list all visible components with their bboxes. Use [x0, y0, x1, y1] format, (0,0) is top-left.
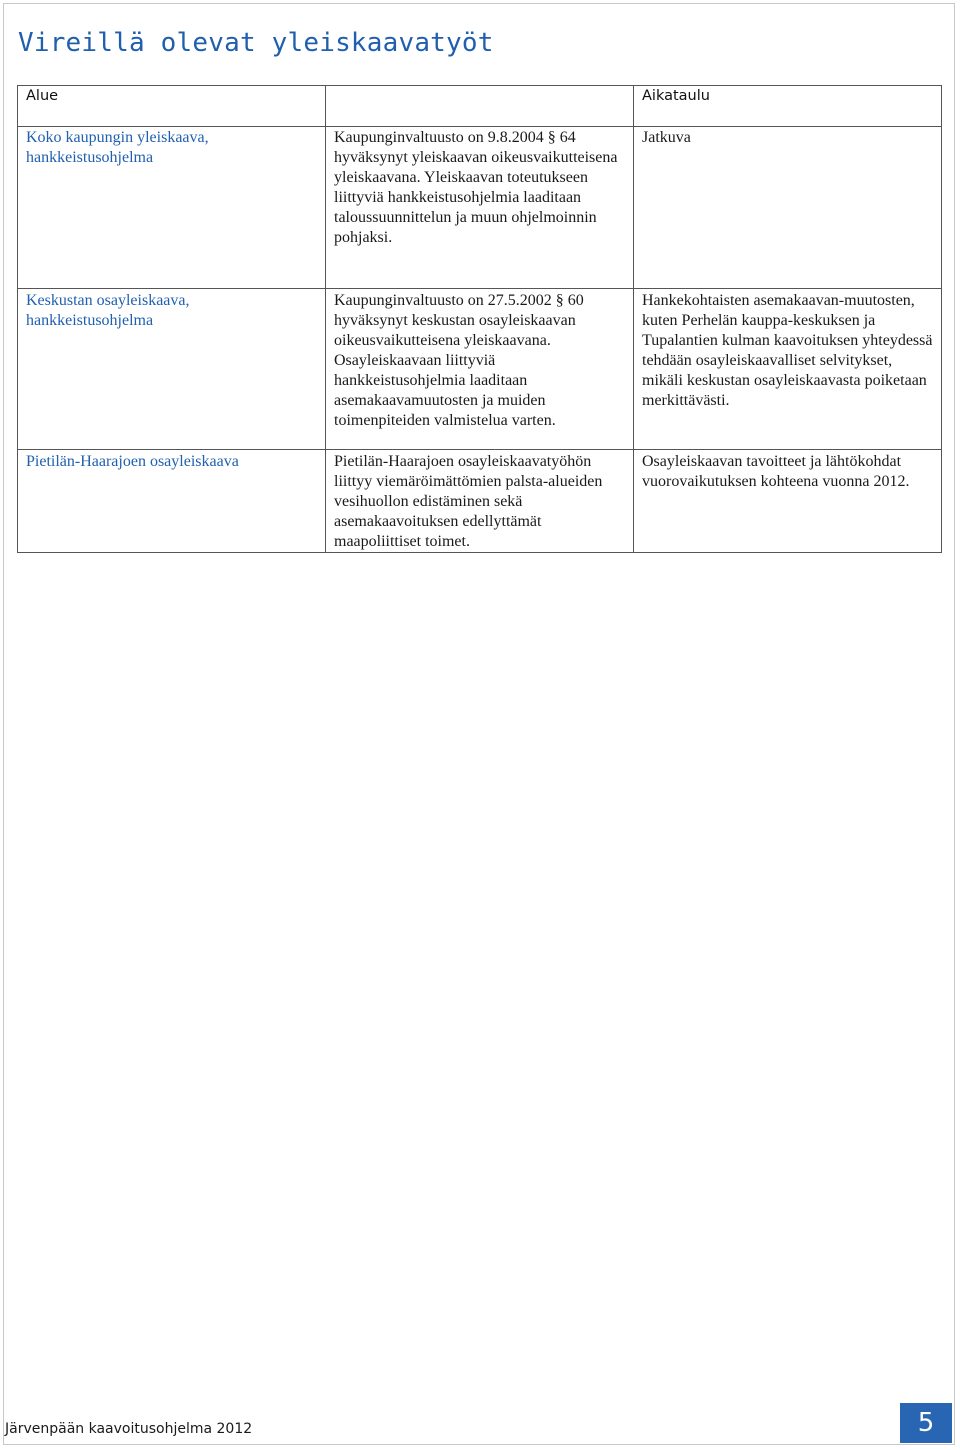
footer-publication-title: Järvenpään kaavoitusohjelma 2012	[5, 1421, 253, 1437]
row-description: Kaupunginvaltuusto on 27.5.2002 § 60 hyväksynyt keskustan osayleiskaavan oikeusvaikutteisena yleiskaavana. Osayleiskaavaan liittyviä hankkeistusohjelmia laaditaan asemakaavamuutosten ja muiden toimenpiteiden valmistelua varten.	[326, 289, 634, 450]
header-schedule: Aikataulu	[634, 86, 942, 127]
row-description: Pietilän-Haarajoen osayleiskaavatyöhön liittyy viemäröimättömien palsta-alueiden vesihuollon edistäminen sekä asemakaavoituksen edellyttämät maapoliittiset toimet.	[326, 450, 634, 553]
row-schedule: Osayleiskaavan tavoitteet ja lähtökohdat vuorovaikutuksen kohteena vuonna 2012.	[634, 450, 942, 553]
row-schedule: Hankekohtaisten asemakaavan-muutosten, kuten Perhelän kauppa-keskuksen ja Tupalantien kulman kaavoituksen yhteydessä tehdään osayleiskaavalliset selvitykset, mikäli keskustan osayleiskaavasta poiketaan merkittävästi.	[634, 289, 942, 450]
table-row	[18, 450, 942, 553]
row-area: Keskustan osayleiskaava, hankkeistusohjelma	[18, 289, 326, 450]
page-number-badge: 5	[900, 1403, 952, 1443]
header-area: Alue	[18, 86, 326, 127]
row-area: Koko kaupungin yleiskaava, hankkeistusohjelma	[18, 127, 326, 289]
table-row	[18, 289, 942, 450]
plan-table	[17, 85, 942, 553]
row-area: Pietilän-Haarajoen osayleiskaava	[18, 450, 326, 553]
table-row	[18, 127, 942, 289]
row-description: Kaupunginvaltuusto on 9.8.2004 § 64 hyväksynyt yleiskaavan oikeusvaikutteisena yleiskaavana. Yleiskaavan toteutukseen liittyviä hankkeistusohjelmia laaditaan taloussuunnittelun ja muun ohjelmoinnin pohjaksi.	[326, 127, 634, 289]
table-header-row	[18, 86, 942, 127]
page-title: Vireillä olevat yleiskaavatyöt	[18, 28, 494, 58]
row-schedule: Jatkuva	[634, 127, 942, 289]
header-description	[326, 86, 634, 127]
